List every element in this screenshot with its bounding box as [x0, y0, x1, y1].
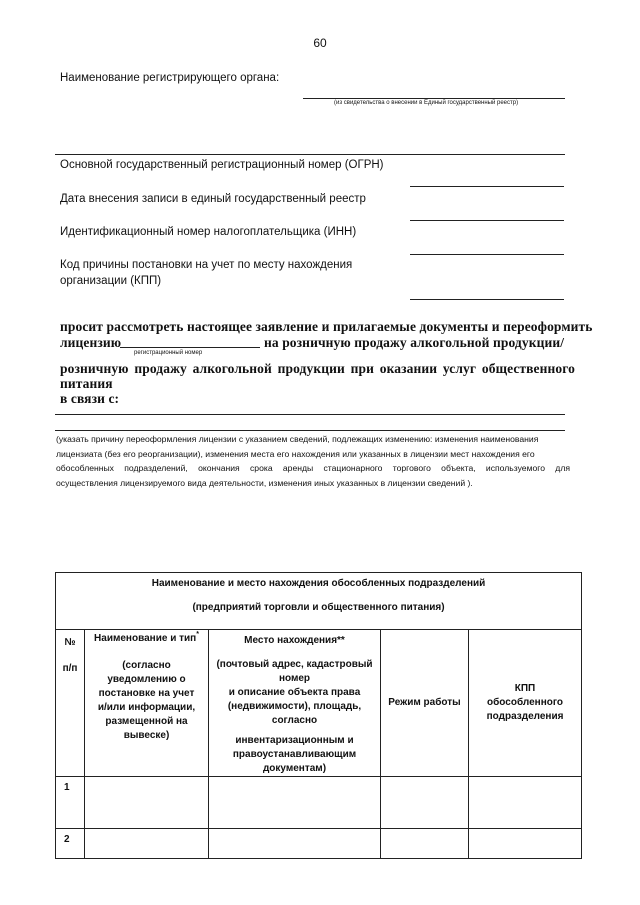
inn-label: Идентификационный номер налогоплательщика (ИНН)	[60, 226, 357, 238]
registry-date-label: Дата внесения записи в единый государственный реестр	[60, 193, 366, 205]
col-name-note-1: (согласно	[122, 660, 171, 671]
registering-body-label: Наименование регистрирующего органа:	[60, 72, 280, 84]
col-location-note-3: (недвижимости), площадь, согласно	[227, 701, 362, 726]
reason-input-line-2[interactable]	[55, 430, 565, 431]
request-licence-word: лицензию	[60, 335, 122, 350]
ogrn-input-line[interactable]	[410, 186, 564, 187]
reg-number-note: регистрационный номер	[134, 350, 203, 356]
table-caption	[56, 573, 582, 630]
row-location-cell[interactable]	[209, 777, 381, 829]
kpp-input-line[interactable]	[410, 299, 564, 300]
col-name-note-2: уведомлению о	[107, 674, 186, 685]
row-kpp-cell[interactable]	[469, 777, 582, 829]
col-name-header	[85, 630, 209, 777]
col-name-title: Наименование и тип	[94, 633, 197, 644]
subdivisions-table	[55, 572, 582, 859]
registry-date-input-line[interactable]	[410, 220, 564, 221]
col-location-header	[209, 630, 381, 777]
col-number-pp: п/п	[62, 663, 78, 674]
table-row	[56, 829, 582, 859]
col-name-footnote-mark: *	[196, 631, 199, 638]
col-schedule-title: Режим работы	[388, 697, 461, 708]
col-number-symbol: №	[64, 637, 76, 648]
reason-note-line-4: осуществления лицензируемого вида деятельности, изменения иных указанных в лицензии сведений ).	[56, 477, 473, 488]
reason-note-line-3: обособленных подразделений, окончания срока аренды стационарного торгового объекта, используемого для	[56, 463, 570, 473]
row-number: 1	[56, 777, 85, 829]
table-row	[56, 777, 582, 829]
col-location-note-6: правоустанавливающим документам)	[232, 749, 357, 774]
registering-body-underline[interactable]	[55, 154, 565, 155]
col-kpp-header	[469, 630, 582, 777]
col-name-note-6: вывеске)	[123, 730, 170, 741]
col-location-note-1: (почтовый адрес, кадастровый номер	[216, 659, 373, 684]
request-line-5: в связи с:	[60, 391, 120, 406]
row-name-cell[interactable]	[85, 829, 209, 859]
request-line-1: просит рассмотреть настоящее заявление и прилагаемые документы и переоформить	[60, 319, 593, 334]
row-number: 2	[56, 829, 85, 859]
reason-note	[56, 432, 570, 490]
licence-number-input-line[interactable]	[120, 347, 260, 348]
col-location-note-5: инвентаризационным и	[235, 735, 354, 746]
col-kpp-title-3: подразделения	[486, 711, 564, 722]
table-caption-line-1: Наименование и место нахождения обособленных подразделений	[151, 578, 486, 589]
inn-input-line[interactable]	[410, 254, 564, 255]
col-location-note-2: и описание объекта права	[228, 687, 361, 698]
reason-note-line-2: лицензиата (без его реорганизации), изменения места его нахождения или указанных в лицензии мест нахождения его	[56, 448, 535, 459]
col-kpp-title-2: обособленного	[487, 697, 563, 708]
page-number: 60	[313, 36, 327, 50]
col-name-note-5: размещенной на	[105, 716, 188, 727]
reason-input-line-1[interactable]	[55, 414, 565, 415]
request-line-2-end: на розничную продажу алкогольной продукции/	[264, 335, 565, 350]
request-line-3: розничную продажу алкогольной продукции при оказании услуг общественного	[60, 361, 575, 376]
col-name-note-3: постановке на учет	[98, 688, 195, 699]
reason-note-line-1: (указать причину переоформления лицензии с указанием сведений, подлежащих изменению: изменения наименования	[56, 434, 539, 444]
request-line-4: питания	[60, 376, 113, 391]
ogrn-label: Основной государственный регистрационный номер (ОГРН)	[60, 159, 384, 171]
row-schedule-cell[interactable]	[381, 777, 469, 829]
table-caption-line-2: (предприятий торговли и общественного питания)	[192, 602, 445, 613]
registry-note: (из свидетельства о внесении в Единый государственный реестр)	[334, 100, 519, 106]
row-name-cell[interactable]	[85, 777, 209, 829]
registering-body-input-line[interactable]	[303, 98, 565, 99]
col-number-header	[56, 630, 85, 777]
kpp-label-line2: организации (КПП)	[60, 275, 162, 287]
col-name-note-4: и/или информации,	[97, 702, 196, 713]
row-kpp-cell[interactable]	[469, 829, 582, 859]
row-location-cell[interactable]	[209, 829, 381, 859]
kpp-label-line1: Код причины постановки на учет по месту нахождения	[60, 259, 353, 271]
col-schedule-header	[381, 630, 469, 777]
col-kpp-title-1: КПП	[514, 683, 536, 694]
row-schedule-cell[interactable]	[381, 829, 469, 859]
col-location-title: Место нахождения**	[244, 635, 345, 646]
